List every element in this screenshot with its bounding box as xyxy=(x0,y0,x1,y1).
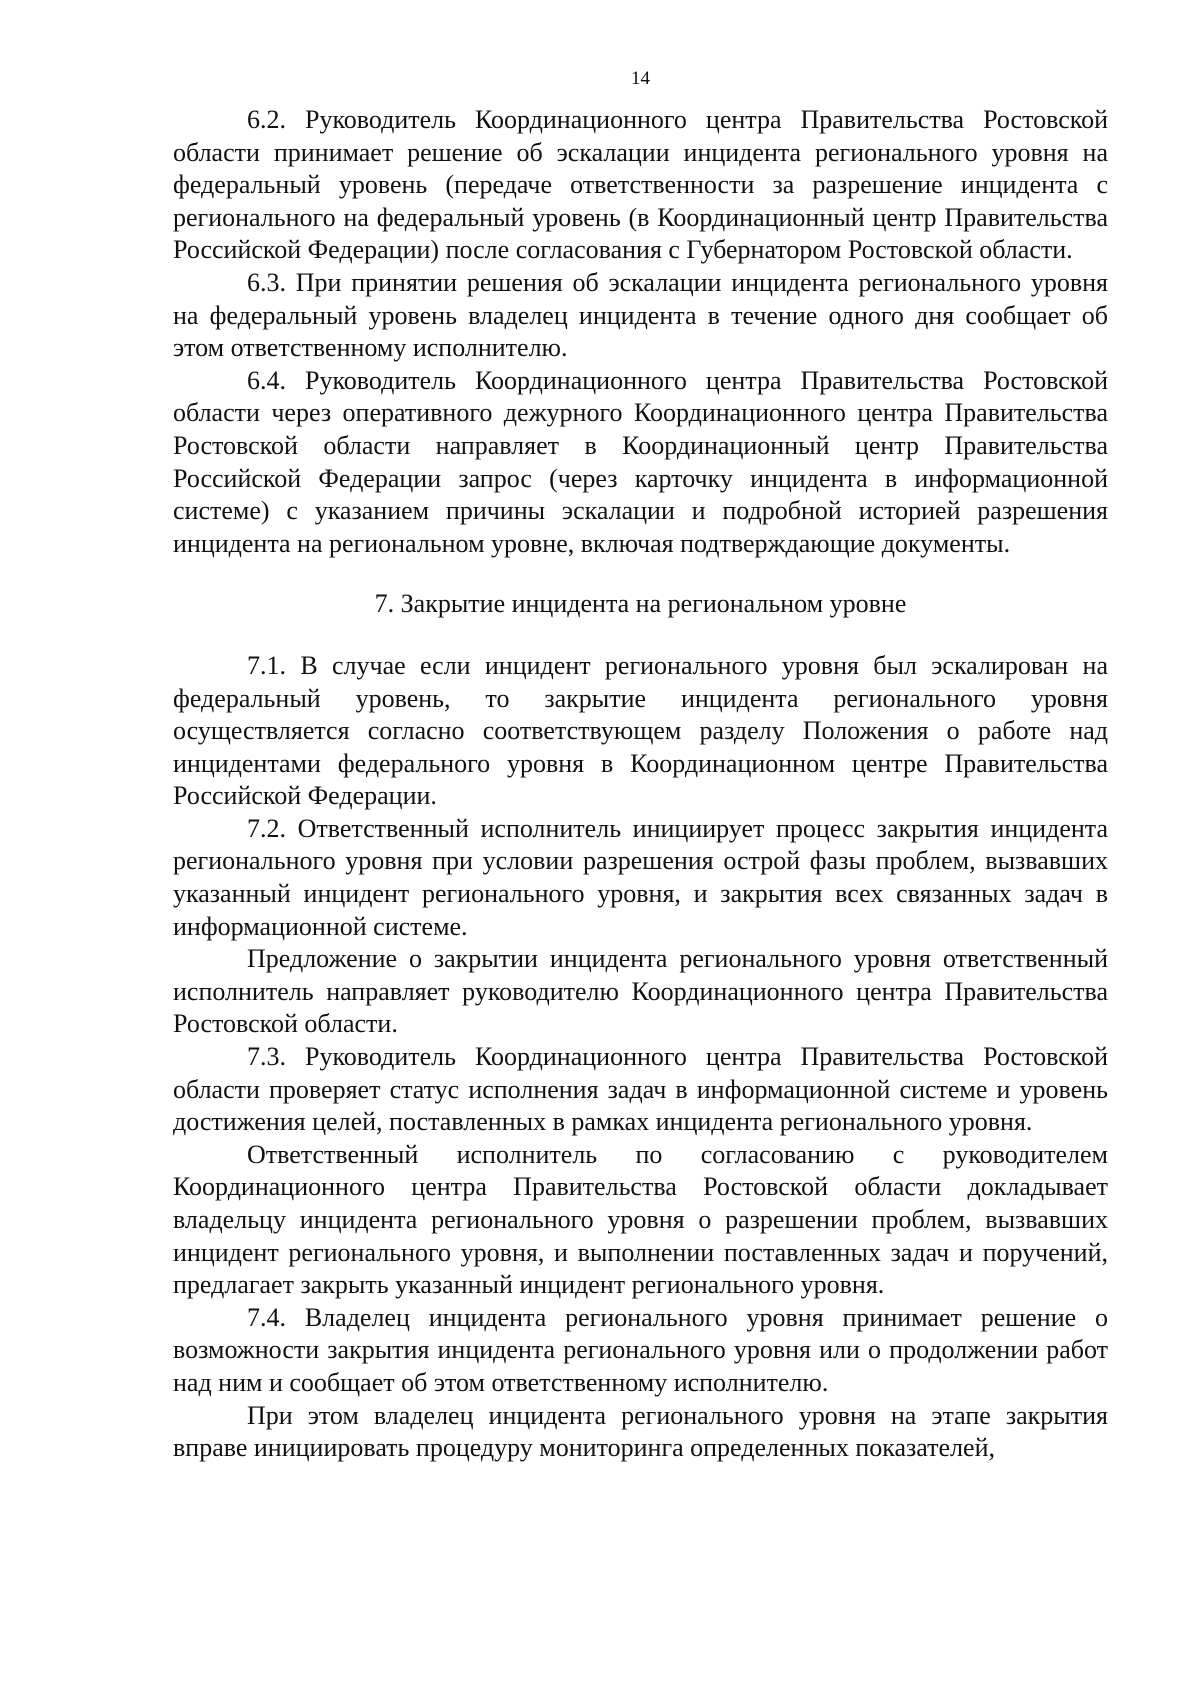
paragraph-7-1: 7.1. В случае если инцидент регионального уровня был эскалирован на федеральный уровень, то закрытие инцидента регионального уровня осуществляется согласно соответствующем разделу Положения о работе над инцидентами федерального уровня в Координационном центре Правительства Российской Федерации. xyxy=(173,650,1108,811)
paragraph-6-2: 6.2. Руководитель Координационного центра Правительства Ростовской области принимает решение об эскалации инцидента регионального уровня на федеральный уровень (передаче ответственности за разрешение инцидента с регионального на федеральный уровень (в Координационный центр Правительства Российской Федерации) после согласования с Губернатором Ростовской области. xyxy=(173,105,1108,265)
section-heading: 7. Закрытие инцидента на региональном уровне xyxy=(374,589,907,619)
paragraph-7-3-report: Ответственный исполнитель по согласованию с руководителем Координационного центра Правительства Ростовской области докладывает владельцу инцидента регионального уровня о разрешении проблем, вызвавших инцидент регионального уровня, и выполнении поставленных задач и поручений, предлагает закрыть указанный инцидент регионального уровня. xyxy=(173,1139,1108,1300)
paragraph-7-3: 7.3. Руководитель Координационного центра Правительства Ростовской области проверяет статус исполнения задач в информационной системе и уровень достижения целей, поставленных в рамках инцидента регионального уровня. xyxy=(173,1042,1108,1137)
paragraph-7-4-monitoring: При этом владелец инцидента регионального уровня на этапе закрытия вправе инициировать процедуру мониторинга определенных показателей, xyxy=(173,1400,1108,1463)
paragraph-7-2: 7.2. Ответственный исполнитель инициирует процесс закрытия инцидента регионального уровня при условии разрешения острой фазы проблем, вызвавших указанный инцидент регионального уровня, и закрытия всех связанных задач в информационной системе. xyxy=(173,813,1108,941)
paragraph-6-4: 6.4. Руководитель Координационного центра Правительства Ростовской области через оперативного дежурного Координационного центра Правительства Ростовской области направляет в Координационный центр Правительства Российской Федерации запрос (через карточку инцидента в информационной системе) с указанием причины эскалации и подробной историей разрешения инцидента на региональном уровне, включая подтверждающие документы. xyxy=(173,365,1108,558)
paragraph-7-4: 7.4. Владелец инцидента регионального уровня принимает решение о возможности закрытия инцидента регионального уровня или о продолжении работ над ним и сообщает об этом ответственному исполнителю. xyxy=(173,1302,1108,1397)
page-number: 14 xyxy=(631,68,650,89)
paragraph-7-2-proposal: Предложение о закрытии инцидента регионального уровня ответственный исполнитель направляет руководителю Координационного центра Правительства Ростовской области. xyxy=(173,944,1108,1039)
paragraph-6-3: 6.3. При принятии решения об эскалации инцидента регионального уровня на федеральный уровень владелец инцидента в течение одного дня сообщает об этом ответственному исполнителю. xyxy=(173,267,1108,363)
